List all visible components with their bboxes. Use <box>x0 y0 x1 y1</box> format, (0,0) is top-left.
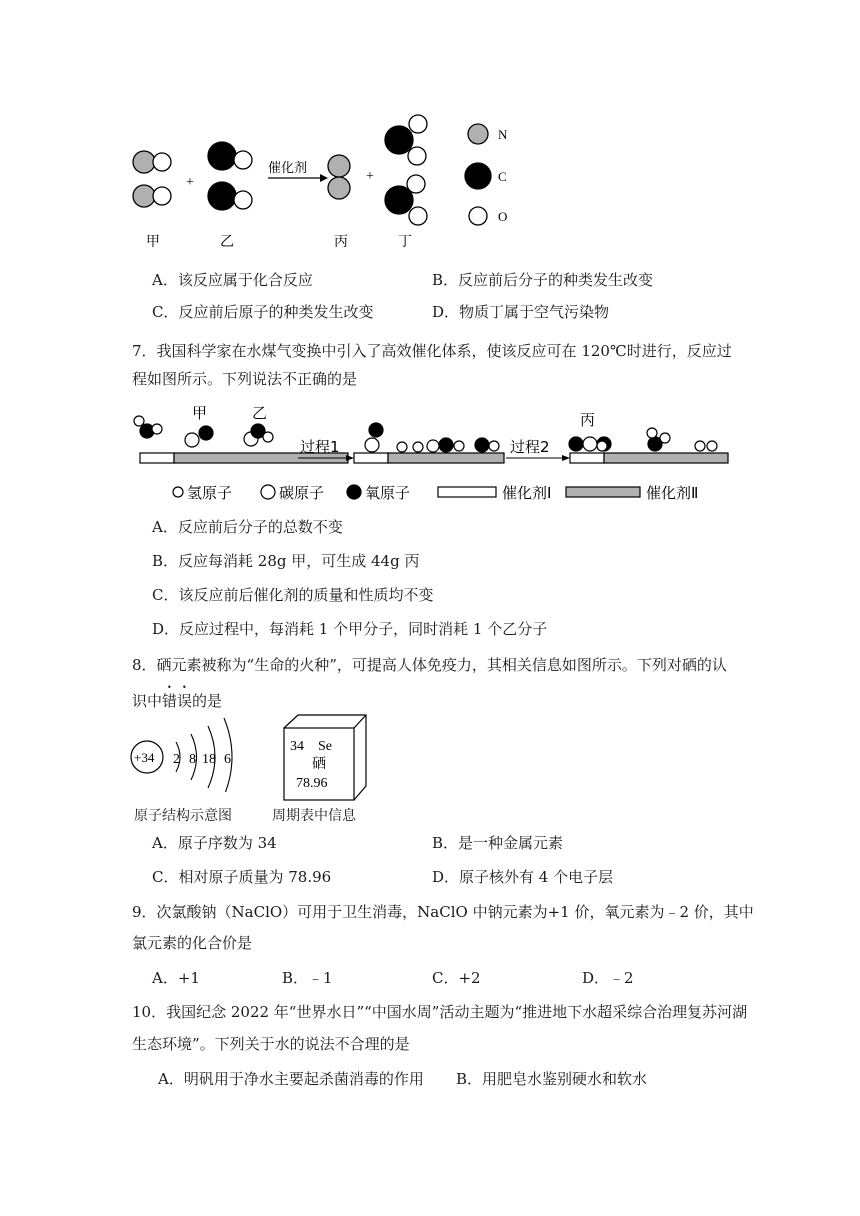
q9-option-c: C．+2 <box>432 969 481 987</box>
q8-option-b: B．是一种金属元素 <box>432 834 564 852</box>
q7-legend-o: 氧原子 <box>365 484 411 502</box>
legend-c-atom <box>465 163 491 189</box>
q6-label-ding: 丁 <box>398 234 412 250</box>
q10-option-b: B．用肥皂水鉴别硬水和软水 <box>456 1070 648 1088</box>
q8-caption-structure: 原子结构示意图 <box>134 808 232 824</box>
q9-option-a: A．+1 <box>152 969 200 987</box>
q6-ding-molecule-2 <box>385 175 427 225</box>
q8-option-a: A．原子序数为 34 <box>152 834 277 852</box>
q7-legend-cat1: 催化剂Ⅰ <box>502 484 552 502</box>
q6-option-b: B．反应前后分子的种类发生改变 <box>432 271 654 289</box>
q7-option-a: A．反应前后分子的总数不变 <box>152 518 343 536</box>
q8-shell-4: 6 <box>224 752 231 767</box>
q8-nucleus: +34 <box>134 750 155 765</box>
q7-process1: 过程1 <box>300 438 340 456</box>
legend-n-label: N <box>498 127 508 142</box>
q7-legend-cat2: 催化剂Ⅱ <box>646 484 699 502</box>
q6-label-bing: 丙 <box>334 234 348 250</box>
q9-option-b: B．﹣1 <box>282 969 333 987</box>
q6-label-yi: 乙 <box>220 234 234 250</box>
q10-option-a: A．明矾用于净水主要起杀菌消毒的作用 <box>158 1070 424 1088</box>
q7-process-figure <box>128 400 738 508</box>
q6-jia-molecule-2 <box>133 185 171 207</box>
q6-yi-molecule-2 <box>208 182 252 210</box>
q8-caption-periodic: 周期表中信息 <box>272 808 356 824</box>
q8-atom-structure-figure <box>128 712 238 792</box>
q6-option-a: A．该反应属于化合反应 <box>152 271 313 289</box>
q7-option-c: C．该反应前后催化剂的质量和性质均不变 <box>152 586 434 604</box>
q6-plus-1: + <box>186 175 194 190</box>
q7-option-b: B．反应每消耗 28g 甲，可生成 44g 丙 <box>152 552 420 570</box>
q6-bing-molecule <box>328 155 350 199</box>
q6-reaction-figure <box>120 108 540 258</box>
q7-label-yi: 乙 <box>252 404 268 422</box>
q10-stem-line2: 生态环境”。下列关于水的说法不合理的是 <box>132 1035 410 1053</box>
q8-element-symbol: Se <box>318 739 332 754</box>
q8-shell-1: 2 <box>173 752 180 767</box>
q7-legend-c: 碳原子 <box>279 484 325 502</box>
q7-label-jia: 甲 <box>192 404 208 422</box>
q6-option-c: C．反应前后原子的种类发生改变 <box>152 303 374 321</box>
q8-stem-emphasis: 错误 <box>162 692 193 710</box>
q8-element-name: 硒 <box>312 756 326 772</box>
legend-o-label: O <box>498 209 508 224</box>
q8-option-d: D．原子核外有 4 个电子层 <box>432 868 614 886</box>
q8-stem-line2 <box>132 683 222 711</box>
q8-stem-prefix: 识中 <box>132 692 163 710</box>
q8-element-number: 34 <box>290 739 304 754</box>
q7-legend-h: 氢原子 <box>187 484 233 502</box>
q6-arrow-label: 催化剂 <box>268 161 308 176</box>
q8-option-c: C．相对原子质量为 78.96 <box>152 868 332 886</box>
q7-stem-line2: 程如图所示。下列说法不正确的是 <box>132 370 358 388</box>
legend-c-label: C <box>498 169 507 184</box>
q8-shell-3: 18 <box>202 752 216 767</box>
legend-n-atom <box>468 124 488 144</box>
q6-ding-molecule-1 <box>385 115 427 165</box>
q6-label-jia: 甲 <box>146 234 160 250</box>
q7-process2: 过程2 <box>510 438 550 456</box>
q8-shell-2: 8 <box>189 752 196 767</box>
q9-stem-line2: 氯元素的化合价是 <box>132 934 253 952</box>
q6-plus-2: + <box>366 169 374 184</box>
q8-periodic-cell-figure <box>276 712 368 808</box>
legend-o-atom <box>469 207 487 225</box>
q8-atomic-mass: 78.96 <box>296 776 328 791</box>
q7-option-d: D．反应过程中，每消耗 1 个甲分子，同时消耗 1 个乙分子 <box>152 620 548 638</box>
q8-stem-suffix: 的是 <box>192 692 223 710</box>
q6-option-d: D．物质丁属于空气污染物 <box>432 303 610 321</box>
q7-stem-line1: 7．我国科学家在水煤气变换中引入了高效催化体系，使该反应可在 120℃时进行，反应过 <box>132 342 732 360</box>
q10-stem-line1: 10．我国纪念 2022 年“世界水日”“中国水周”活动主题为“推进地下水超采综合治理复苏河湖 <box>132 1003 748 1021</box>
q8-stem-line1: 8．硒元素被称为“生命的火种”，可提高人体免疫力，其相关信息如图所示。下列对硒的认 <box>132 656 727 674</box>
q6-yi-molecule-1 <box>208 142 252 170</box>
q7-label-bing: 丙 <box>580 411 596 429</box>
q6-jia-molecule-1 <box>133 151 171 173</box>
q9-stem-line1: 9．次氯酸钠（NaClO）可用于卫生消毒，NaClO 中钠元素为+1 价，氧元素为﹣2 价，其中 <box>132 903 754 921</box>
q9-option-d: D．﹣2 <box>582 969 634 987</box>
